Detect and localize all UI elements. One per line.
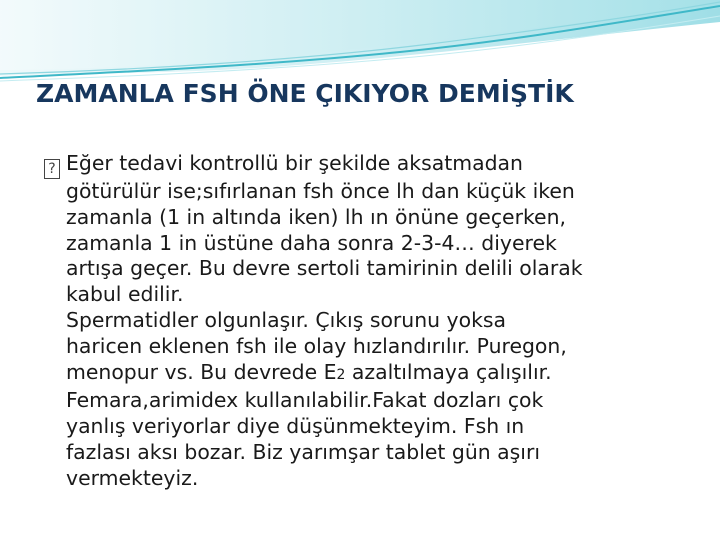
body-line-12: fazlası aksı bozar. Biz yarımşar tablet gün aşırı — [66, 439, 540, 464]
subscript-2: 2 — [336, 366, 346, 383]
body-line-text: azaltılmaya çalışılır. — [345, 359, 552, 384]
slide-body — [44, 151, 704, 492]
body-line-8: haricen eklenen fsh ile olay hızlandırılır. Puregon, — [66, 333, 567, 358]
body-line-11: yanlış veriyorlar diye düşünmekteyim. Fsh ın — [66, 414, 525, 439]
body-line-13: vermekteyiz. — [66, 465, 199, 490]
decorative-wave-banner — [0, 0, 720, 90]
body-line-7: Spermatidler olgunlaşır. Çıkış sorunu yoksa — [66, 307, 507, 332]
body-line-9 — [44, 360, 704, 389]
body-line-4: zamanla 1 in üstüne daha sonra 2-3-4… diyerek — [66, 230, 557, 255]
body-line-text: menopur vs. Bu devrede E — [66, 359, 337, 384]
body-line-6: kabul edilir. — [66, 282, 184, 307]
body-line-2: götürülür ise;sıfırlanan fsh önce lh dan küçük iken — [66, 179, 575, 203]
body-line-text: Eğer tedavi kontrollü bir şekilde aksatmadan — [66, 151, 523, 175]
slide-title: ZAMANLA FSH ÖNE ÇIKIYOR DEMİŞTİK — [36, 79, 574, 108]
body-line-10: Femara,arimidex kullanılabilir.Fakat dozları çok — [66, 388, 544, 413]
body-line-1 — [44, 151, 704, 179]
body-line-3: zamanla (1 in altında iken) lh ın önüne geçerken, — [66, 204, 566, 229]
body-line-5: artışa geçer. Bu devre sertoli tamirinin delili olarak — [66, 256, 583, 281]
missing-glyph-bullet-icon: ? — [44, 159, 60, 179]
